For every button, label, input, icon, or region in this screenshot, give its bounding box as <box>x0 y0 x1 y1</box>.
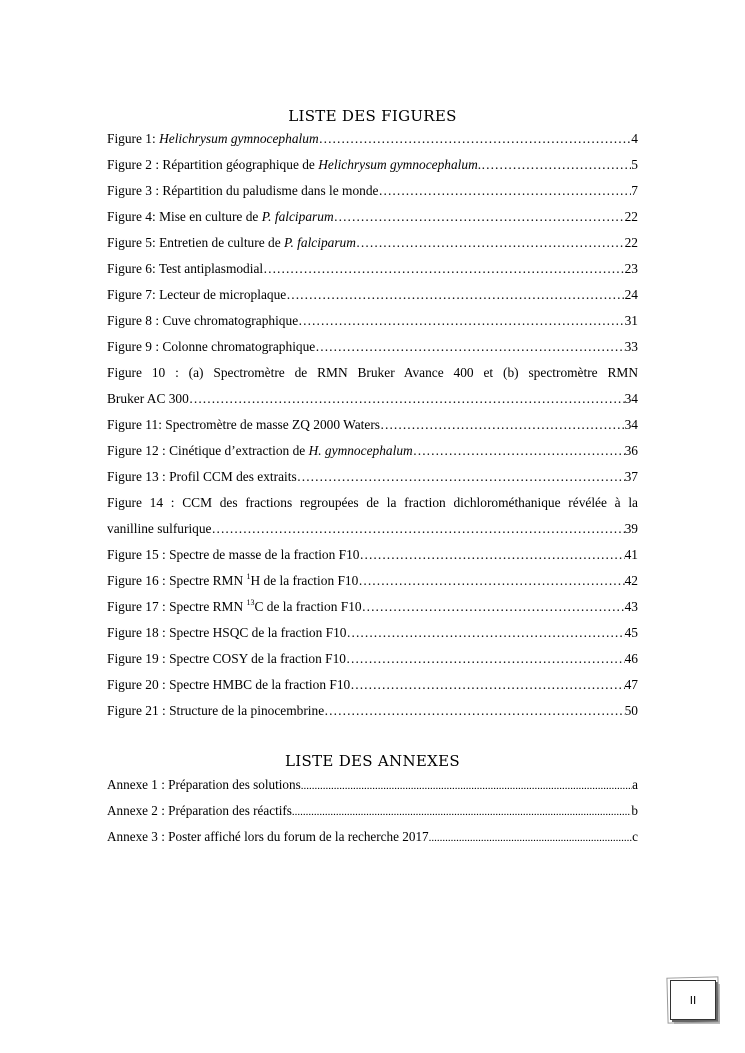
dot-leader <box>301 772 632 798</box>
dot-leader <box>298 308 624 334</box>
figure-page-number: 7 <box>631 183 638 198</box>
figure-entry[interactable] <box>107 178 638 204</box>
figure-page-number: 24 <box>624 287 638 302</box>
figure-page-number: 42 <box>624 573 638 588</box>
figure-entry-text: Figure 7: Lecteur de microplaque <box>107 287 287 302</box>
figure-entry-title <box>107 230 356 256</box>
figure-entry-title <box>107 620 347 646</box>
figure-entry-title <box>107 672 350 698</box>
dot-leader <box>292 798 631 824</box>
annexes-list <box>107 772 638 850</box>
figure-entry-text: Figure 18 : Spectre HSQC de la fraction F10 <box>107 625 347 640</box>
dot-leader <box>189 386 625 412</box>
figure-entry[interactable] <box>107 672 638 698</box>
figure-entry-text: Figure 6: Test antiplasmodial <box>107 261 264 276</box>
figure-entry[interactable] <box>107 698 638 724</box>
figure-entry-text: Figure 20 : Spectre HMBC de la fraction F10 <box>107 677 351 692</box>
figure-entry-title <box>107 646 346 672</box>
figure-entry-text: Figure 15 : Spectre de masse de la fraction F10 <box>107 547 360 562</box>
dot-leader <box>263 256 624 282</box>
figure-entry[interactable] <box>107 230 638 256</box>
figure-entry-title <box>107 542 360 568</box>
italic-species-name: P. falciparum <box>261 209 334 224</box>
figure-entry-title <box>107 126 319 152</box>
dot-leader <box>362 594 625 620</box>
figure-entry-text: Figure 2 : Répartition géographique de <box>107 157 319 172</box>
figure-entry[interactable] <box>107 386 638 412</box>
figure-entry-text: Figure 8 : Cuve chromatographique <box>107 313 299 328</box>
italic-species-name: P. falciparum <box>284 235 356 250</box>
italic-species-name: Helichrysum gymnocephalum <box>159 131 319 146</box>
annexe-entry-title <box>107 824 429 850</box>
dot-leader <box>356 230 625 256</box>
annexes-heading: LISTE DES ANNEXES <box>285 752 460 770</box>
figure-entry-text: Figure 14 : CCM des fractions regroupées de la fraction dichlorométhanique révélée à la <box>107 495 638 510</box>
figure-entry-text: Bruker AC 300 <box>107 391 189 406</box>
dot-leader <box>347 620 625 646</box>
figure-entry[interactable] <box>107 204 638 230</box>
figure-page-number: 36 <box>624 443 638 458</box>
superscript: 1 <box>246 572 251 581</box>
figure-entry-text: Figure 19 : Spectre COSY de la fraction F10 <box>107 651 347 666</box>
figure-page-number: 45 <box>624 625 638 640</box>
annexe-page-number: c <box>632 829 638 844</box>
dot-leader <box>358 568 624 594</box>
dot-leader <box>360 542 625 568</box>
figure-entry-title <box>107 308 298 334</box>
figure-entry-text: Figure 10 : (a) Spectromètre de RMN Bruker Avance 400 et (b) spectromètre RMN <box>107 365 638 380</box>
figure-entry-title <box>107 282 286 308</box>
figure-entry-title <box>107 438 413 464</box>
figure-entry[interactable] <box>107 282 638 308</box>
figure-entry-title <box>107 412 380 438</box>
figure-entry-line1 <box>107 490 638 516</box>
dot-leader <box>297 464 625 490</box>
figure-entry[interactable] <box>107 438 638 464</box>
figure-entry-text: Figure 4: Mise en culture de <box>107 209 262 224</box>
superscript: 13 <box>246 598 255 607</box>
figure-page-number: 23 <box>624 261 638 276</box>
figure-page-number: 39 <box>624 521 638 536</box>
dot-leader <box>429 824 633 850</box>
figure-entry-text: C de la fraction F10 <box>254 599 362 614</box>
figure-entry-text: Figure 3 : Répartition du paludisme dans le monde <box>107 183 379 198</box>
figure-page-number: 31 <box>624 313 638 328</box>
figure-entry-title <box>107 178 379 204</box>
page-number-box <box>670 980 716 1020</box>
annexe-entry-text: Annexe 1 : Préparation des solutions <box>107 777 301 792</box>
figure-entry[interactable] <box>107 308 638 334</box>
figures-heading: LISTE DES FIGURES <box>288 107 457 125</box>
figure-entry-text: Figure 5: Entretien de culture de <box>107 235 284 250</box>
figure-entry[interactable] <box>107 334 638 360</box>
figure-entry[interactable] <box>107 568 638 594</box>
figure-entry-text: Figure 9 : Colonne chromatographique <box>107 339 316 354</box>
annexe-entry-title <box>107 798 292 824</box>
figure-entry-line1 <box>107 360 638 386</box>
figure-entry-title <box>107 698 324 724</box>
annexe-page-number: b <box>631 803 638 818</box>
figure-entry-title <box>107 256 263 282</box>
figure-entry-suffix: . <box>477 157 482 172</box>
figure-entry-text: Figure 12 : Cinétique d’extraction de <box>107 443 309 458</box>
italic-species-name: H. gymnocephalum <box>308 443 413 458</box>
figure-entry-title <box>107 152 481 178</box>
figure-page-number: 4 <box>631 131 638 146</box>
annexe-entry[interactable] <box>107 824 638 850</box>
figure-entry-title <box>107 204 334 230</box>
figure-entry[interactable] <box>107 516 638 542</box>
annexe-entry-title <box>107 772 301 798</box>
figure-page-number: 5 <box>631 157 638 172</box>
annexe-entry[interactable] <box>107 798 638 824</box>
figure-entry[interactable] <box>107 542 638 568</box>
dot-leader <box>286 282 624 308</box>
dot-leader <box>413 438 625 464</box>
dot-leader <box>346 646 625 672</box>
figure-entry-text: Figure 13 : Profil CCM des extraits <box>107 469 297 484</box>
figure-entry-text: Figure 17 : Spectre RMN <box>107 599 247 614</box>
figure-entry-text: Figure 16 : Spectre RMN <box>107 573 247 588</box>
figure-entry-text: H de la fraction F10 <box>250 573 359 588</box>
figure-entry[interactable] <box>107 152 638 178</box>
figure-page-number: 34 <box>624 417 638 432</box>
figure-entry-title <box>107 464 297 490</box>
figure-entry-text: Figure 11: Spectromètre de masse ZQ 2000 Waters <box>107 417 380 432</box>
figure-page-number: 46 <box>624 651 638 666</box>
figure-entry[interactable] <box>107 620 638 646</box>
figure-page-number: 33 <box>624 339 638 354</box>
figure-entry-text: Figure 1: <box>107 131 160 146</box>
figure-page-number: 37 <box>624 469 638 484</box>
figure-entry-title <box>107 334 315 360</box>
figure-entry-title <box>107 568 358 594</box>
figure-entry-text: Figure 21 : Structure de la pinocembrine <box>107 703 325 718</box>
figure-page-number: 22 <box>624 235 638 250</box>
figure-page-number: 22 <box>624 209 638 224</box>
dot-leader <box>334 204 625 230</box>
annexe-entry-text: Annexe 3 : Poster affiché lors du forum de la recherche 2017 <box>107 829 429 844</box>
figure-entry[interactable] <box>107 464 638 490</box>
figure-page-number: 41 <box>624 547 638 562</box>
dot-leader <box>481 152 631 178</box>
annexe-entry[interactable] <box>107 772 638 798</box>
figure-entry-title <box>107 594 362 620</box>
dot-leader <box>379 178 632 204</box>
dot-leader <box>212 516 625 542</box>
figures-list <box>107 126 638 724</box>
dot-leader <box>324 698 624 724</box>
figure-entry[interactable] <box>107 594 638 620</box>
annexe-page-number: a <box>632 777 638 792</box>
figure-page-number: 34 <box>624 391 638 406</box>
figure-page-number: 47 <box>624 677 638 692</box>
dot-leader <box>380 412 625 438</box>
italic-species-name: Helichrysum gymnocephalum <box>318 157 478 172</box>
figure-entry[interactable] <box>107 412 638 438</box>
dot-leader <box>315 334 624 360</box>
figure-entry[interactable] <box>107 256 638 282</box>
figure-entry[interactable] <box>107 126 638 152</box>
figure-entry-title <box>107 516 212 542</box>
dot-leader <box>319 126 632 152</box>
figure-page-number: 50 <box>624 703 638 718</box>
figure-entry-text: vanilline sulfurique <box>107 521 212 536</box>
annexe-entry-text: Annexe 2 : Préparation des réactifs <box>107 803 292 818</box>
figure-entry[interactable] <box>107 646 638 672</box>
figure-entry-title <box>107 386 189 412</box>
page-number: II <box>689 993 697 1007</box>
dot-leader <box>350 672 624 698</box>
figure-page-number: 43 <box>624 599 638 614</box>
